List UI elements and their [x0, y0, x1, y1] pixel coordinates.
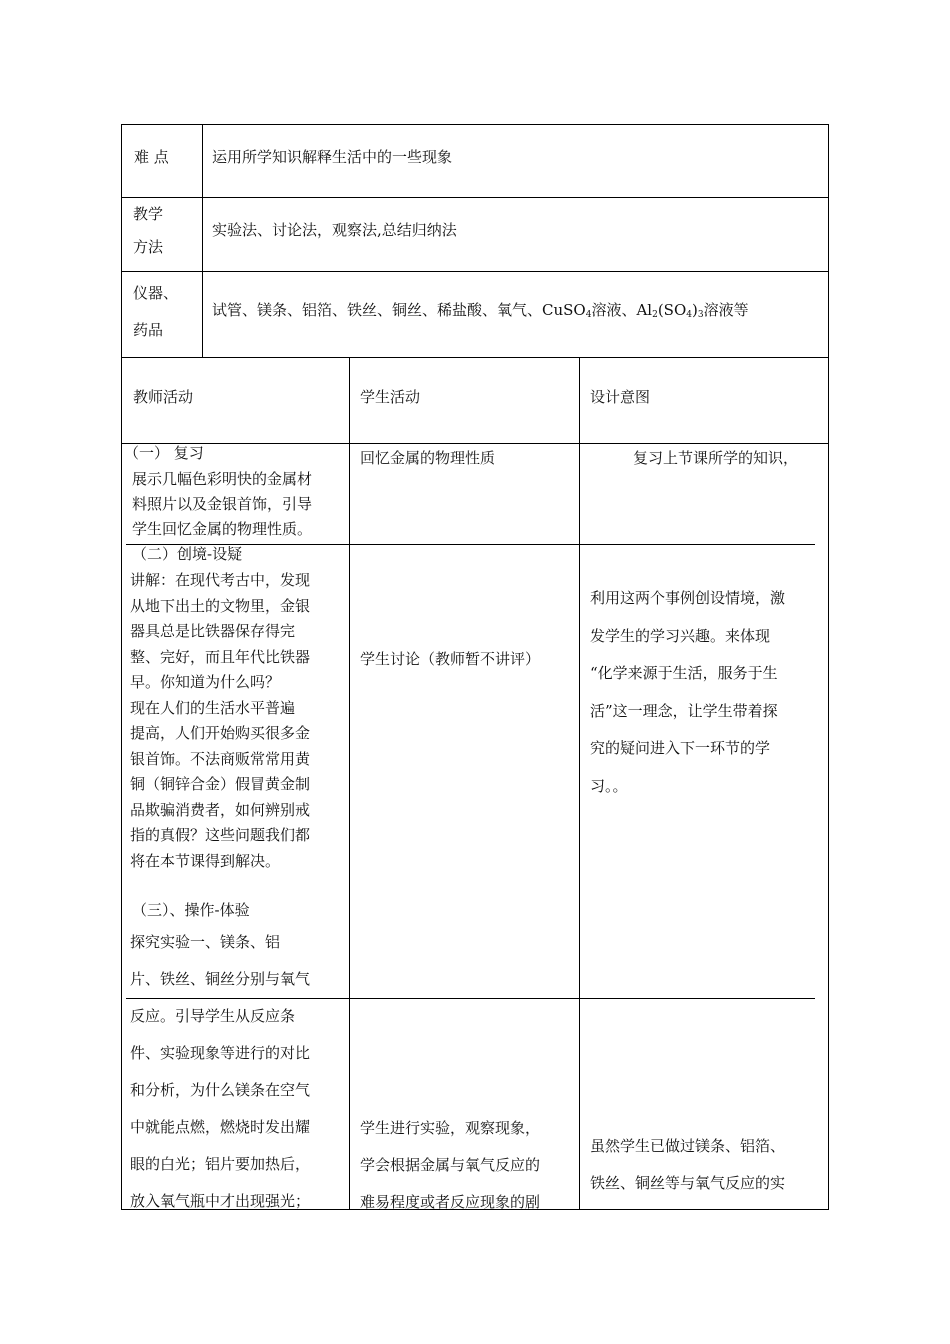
text-line: 整、完好，而且年代比铁器	[130, 647, 311, 666]
method-label-line1: 教学	[133, 205, 164, 223]
text-line: 究的疑问进入下一环节的学	[590, 739, 771, 757]
text-line: 器具总是比铁器保存得完	[130, 622, 296, 640]
text-line: “化学来源于生活，服务于生	[590, 664, 778, 682]
text-line: 从地下出土的文物里，金银	[130, 596, 311, 615]
header-design-intent: 设计意图	[590, 388, 651, 406]
method-value: 实验法、讨论法，观察法,总结归纳法	[212, 221, 457, 239]
table-left-border	[121, 124, 122, 1210]
section3-intent-text	[590, 1128, 785, 1202]
section2-student-text: 学生讨论（教师暂不讲评）	[360, 650, 541, 668]
section3-title: （三）、操作-体验	[132, 901, 250, 919]
section2-teacher-text	[130, 568, 310, 874]
text-line: 银首饰。不法商贩常常用黄	[130, 749, 311, 768]
difficulty-value: 运用所学知识解释生活中的一些现象	[212, 148, 453, 166]
row-divider-2	[121, 271, 829, 272]
text-line: 指的真假？这些问题我们都	[130, 826, 311, 844]
text-line: 现在人们的生活水平普遍	[130, 698, 296, 717]
section2-intent-text	[590, 580, 785, 805]
text-line: 反应。引导学生从反应条	[130, 1007, 296, 1025]
table-top-border	[121, 124, 829, 125]
method-label-line2: 方法	[133, 238, 164, 256]
text-line: 学生进行实验，观察现象，	[360, 1119, 541, 1137]
text-line: 铜（铜锌合金）假冒黄金制	[130, 775, 311, 793]
section3-student-text	[360, 1110, 540, 1221]
section3-teacher-text-top	[130, 924, 310, 998]
text-line: 利用这两个事例创设情境，激	[590, 589, 786, 607]
row-divider-1	[121, 197, 829, 198]
section1-teacher-text	[132, 467, 312, 542]
text-line: 讲解：在现代考古中，发现	[130, 571, 311, 589]
text-line: 中就能点燃，燃烧时发出耀	[130, 1118, 311, 1136]
text-line: 学会根据金属与氧气反应的	[360, 1156, 541, 1174]
text-line: 活”这一理念，让学生带着探	[590, 701, 778, 720]
difficulty-label: 难 点	[134, 148, 169, 166]
text-line: 探究实验一、镁条、铝	[130, 933, 281, 951]
text-line: 提高，人们开始购买很多金	[130, 724, 311, 742]
text-line: 早。你知道为什么吗？	[130, 673, 281, 691]
text-line: 学生回忆金属的物理性质。	[132, 520, 313, 538]
section3-teacher-text-bottom	[130, 998, 310, 1220]
intent-column-divider	[579, 357, 580, 1210]
text-line: 习。。	[590, 776, 628, 795]
row-divider-3	[121, 357, 829, 358]
text-line: 放入氧气瓶中才出现强光；	[130, 1192, 311, 1210]
header-teacher-activity: 教师活动	[133, 388, 194, 406]
label-column-divider	[202, 124, 203, 358]
text-line: 展示几幅色彩明快的金属材	[132, 470, 313, 488]
materials-label-line1: 仪器、	[133, 284, 179, 302]
section1-intent-text: 复习上节课所学的知识，	[633, 449, 799, 467]
header-bottom-divider	[121, 443, 829, 444]
materials-value: 试管、镁条、铝箔、铁丝、铜丝、稀盐酸、氧气、CuSO$_4$溶液、$Al_2(SO_4)_3$溶液等	[212, 301, 749, 320]
text-line: 品欺骗消费者，如何辨别戒	[130, 800, 311, 819]
header-student-activity: 学生活动	[360, 388, 421, 406]
text-line: 料照片以及金银首饰，引导	[132, 495, 313, 513]
section2-title: （二）创境-设疑	[132, 545, 243, 563]
text-line: 将在本节课得到解决。	[130, 851, 281, 870]
text-line: 虽然学生已做过镁条、铝箔、	[590, 1137, 786, 1155]
materials-label-line2: 药品	[133, 321, 164, 339]
section1-student-text: 回忆金属的物理性质	[360, 449, 496, 467]
text-line: 铁丝、铜丝等与氧气反应的实	[590, 1174, 786, 1192]
text-line: 眼的白光；铝片要加热后，	[130, 1155, 311, 1173]
table-right-border	[828, 124, 829, 1210]
text-line: 难易程度或者反应现象的剧	[360, 1193, 541, 1211]
text-line: 件、实验现象等进行的对比	[130, 1044, 311, 1062]
text-line: 片、铁丝、铜丝分别与氧气	[130, 970, 311, 988]
student-column-divider	[349, 357, 350, 1210]
section1-title: （一） 复习	[124, 444, 204, 462]
text-line: 发学生的学习兴趣。来体现	[590, 626, 771, 645]
text-line: 和分析，为什么镁条在空气	[130, 1081, 311, 1099]
